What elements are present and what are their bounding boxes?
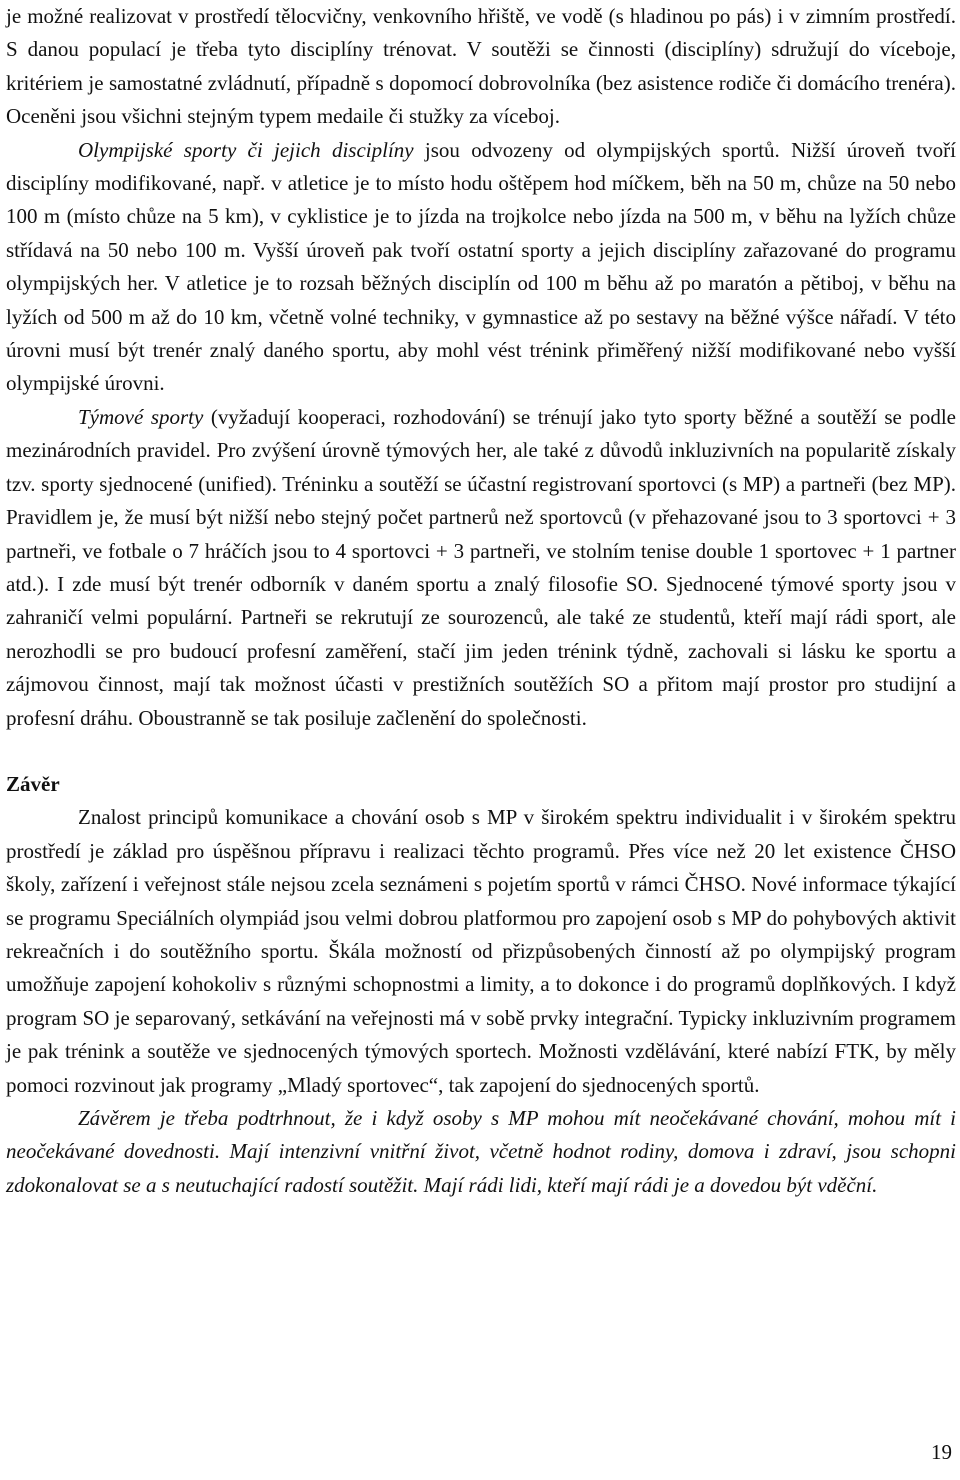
paragraph-text: Znalost principů komunikace a chování osob s MP v širokém spektru individualit i v širokém spektru prostředí je základ pro úspěšnou přípravu i realizaci těchto programů. Přes více než 20 let existence ČHSO školy, zařízení i veřejnost stále nejsou zcela seznámeni s pojetím sportů v rámci ČHSO. Nové informace týkající se programu Speciálních olympiád jsou velmi dobrou platformou pro zapojení osob s MP do pohybových aktivit rekreačních i do soutěžního sportu. Škála možností od přizpůsobených činností až po olympijský program umožňuje zapojení kohokoliv s různými schopnostmi a limity, a to dokonce i do programů doplňkových. I když program SO je separovaný, setkávání na veřejnosti má v sobě prvky integrační. Typicky inkluzivním programem je pak trénink a soutěže ve sjednocených týmových sportech. Možnosti vzdělávání, které nabízí FTK, by měly pomoci rozvinout jak programy „Mladý sportovec“, tak zapojení do sjednocených sportů. [6, 805, 956, 1097]
italic-term-team-sports: Týmové sporty [78, 404, 204, 429]
section-spacer [6, 735, 956, 768]
paragraph-text: jsou odvozeny od olympijských sportů. Nižší úroveň tvoří disciplíny modifikované, např. v atletice je to místo hodu oštěpem hod míčkem, běh na 50 m, chůze na 50 nebo 100 m (místo chůze na 5 km), v cyklistice je to jízda na trojkolce nebo jízda na 500 m, v běhu na lyžích chůze střídavá na 50 nebo 100 m. Vyšší úroveň pak tvoří ostatní sporty a jejich disciplíny zařazované do programu olympijských her. V atletice je to rozsah běžných disciplín od 100 m běhu až po maratón a pětiboj, v běhu na lyžích od 500 m až do 10 km, včetně volné techniky, v gymnastice až po sestavy na běžné výšce nářadí. V této úrovni musí být trenér znalý daného sportu, aby mohl vést trénink přiměřený nižší modifikované nebo vyšší olympijské úrovni. [6, 137, 956, 396]
page-number: 19 [931, 1440, 952, 1464]
paragraph-conclusion [6, 801, 956, 1102]
italic-closing-text: Závěrem je třeba podtrhnout, že i když osoby s MP mohou mít neočekávané chování, mohou mít i neočekávané dovednosti. Mají intenzivní vnitřní život, včetně hodnot rodiny, domova i zdraví, jsou schopni zdokonalovat se a s neutuchající radostí soutěžit. Mají rádi lidi, kteří mají rádi je a dovedou být vděční. [6, 1106, 956, 1197]
paragraph-team-sports [6, 401, 956, 735]
paragraph-text: je možné realizovat v prostředí tělocvičny, venkovního hřiště, ve vodě (s hladinou po pás) i v zimním prostředí. S danou populací je třeba tyto disciplíny trénovat. V soutěži se činnosti (disciplíny) sdružují do víceboje, kritériem je samostatné zvládnutí, případně s dopomocí dobrovolníka (bez asistence rodiče či domácího trenéra). Oceněni jsou všichni stejným typem medaile či stužky za víceboj. [6, 4, 956, 129]
paragraph-disciplines [6, 0, 956, 134]
paragraph-olympic-sports [6, 134, 956, 401]
section-heading-conclusion: Závěr [6, 771, 60, 796]
paragraph-closing-italic [6, 1102, 956, 1202]
document-page [6, 0, 956, 1202]
italic-term-olympic-sports: Olympijské sporty či jejich disciplíny [78, 137, 414, 162]
paragraph-text: (vyžadují kooperaci, rozhodování) se trénují jako tyto sporty běžné a soutěží se podle mezinárodních pravidel. Pro zvýšení úrovně týmových her, ale také z důvodů inkluzivních na popularitě získaly tzv. sporty sjednocené (unified). Tréninku a soutěží se účastní registrovaní sportovci (s MP) a partneři (bez MP). Pravidlem je, že musí být nižší nebo stejný počet partnerů než sportovců (v přehazované jsou to 3 sportovci + 3 partneři, ve fotbale o 7 hráčích jsou to 4 sportovci + 3 partneři, ve stolním tenise double 1 sportovec + 1 partner atd.). I zde musí být trenér odborník v daném sportu a znalý filosofie SO. Sjednocené týmové sporty jsou v zahraničí velmi populární. Partneři se rekrutují ze sourozenců, ale také ze studentů, kteří mají rádi sport, ale nerozhodli se pro budoucí profesní zaměření, stačí jim jeden trénink týdně, zachovali si lásku ke sportu a zájmovou činnost, mají tak možnost účasti v prestižních soutěžích SO a přitom mají prostor pro studijní a profesní dráhu. Oboustranně se tak posiluje začlenění do společnosti. [6, 404, 957, 730]
